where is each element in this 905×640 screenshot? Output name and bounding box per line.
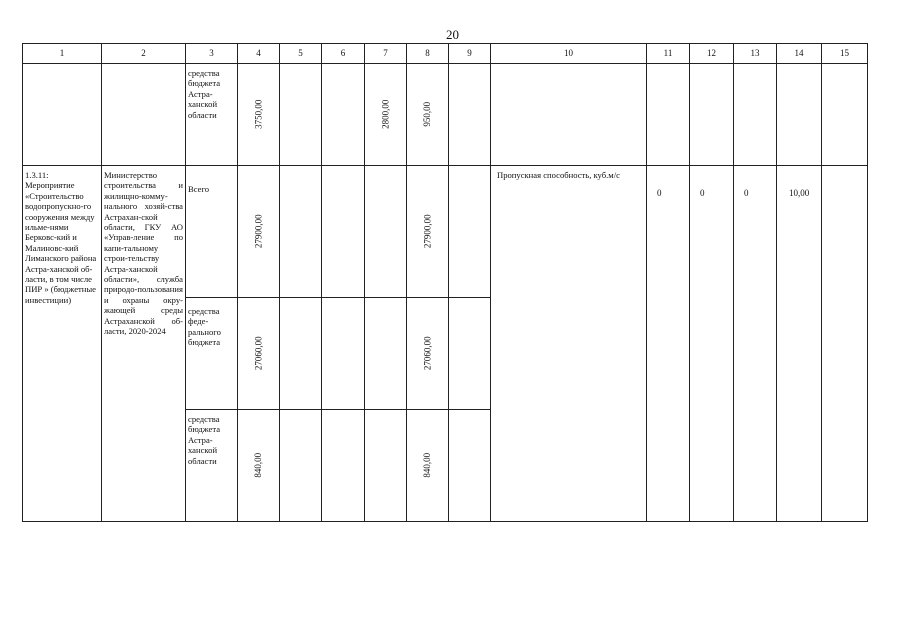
funding-source: средства бюджета Астра-ханской области bbox=[188, 68, 221, 120]
indicator-value-col14: 10,00 bbox=[789, 188, 810, 198]
funding-source: Всего bbox=[188, 184, 210, 194]
amount-col8: 27060,00 bbox=[422, 336, 433, 371]
amount-col4: 840,00 bbox=[253, 453, 264, 478]
header-cell: 9 bbox=[449, 44, 491, 64]
header-cell: 5 bbox=[280, 44, 322, 64]
header-cell: 13 bbox=[734, 44, 777, 64]
header-cell: 12 bbox=[690, 44, 734, 64]
item-row-total bbox=[23, 166, 868, 298]
header-cell: 7 bbox=[365, 44, 407, 64]
amount-col4: 27900,00 bbox=[253, 214, 264, 249]
header-cell: 4 bbox=[238, 44, 280, 64]
header-cell: 10 bbox=[491, 44, 647, 64]
header-cell: 11 bbox=[647, 44, 690, 64]
header-cell: 3 bbox=[186, 44, 238, 64]
header-cell: 6 bbox=[322, 44, 365, 64]
amount-col8: 27900,00 bbox=[422, 214, 433, 249]
amount-col8: 840,00 bbox=[422, 453, 433, 478]
funding-source: средства феде-рального бюджета bbox=[188, 306, 221, 348]
responsible-executor: Министерство строительства и жилищно-комму-нального хозяй-ства Астрахан-ской области, ГКУ АО «Управ-ление по капи-тальному строи-тельству Астра-ханской области», служба природо-пользования и охраны окру-жающей среды Астраханской об-ласти, 2020-2024 bbox=[104, 170, 183, 337]
indicator-value-col12: 0 bbox=[700, 188, 705, 198]
header-cell: 1 bbox=[23, 44, 102, 64]
amount-col4: 3750,00 bbox=[253, 99, 264, 130]
header-cell: 15 bbox=[822, 44, 868, 64]
indicator-value-col13: 0 bbox=[744, 188, 749, 198]
amount-col4: 27060,00 bbox=[253, 336, 264, 371]
amount-col8: 950,00 bbox=[422, 102, 433, 127]
amount-col7: 2800,00 bbox=[380, 99, 391, 130]
page-number: 20 bbox=[446, 27, 459, 42]
funding-source: средства бюджета Астра-ханской области bbox=[188, 414, 221, 466]
header-row bbox=[23, 44, 868, 64]
indicator-name: Пропускная способность, куб.м/с bbox=[497, 170, 620, 180]
activity-description: 1.3.11: Мероприятие «Строительство водопропускно-го сооружения между ильме-нями Берковс-кий и Малиновс-кий Лиманского района Астра-ханской об-ласти, в том числе ПИР » (бюджетные инвестиции) bbox=[25, 170, 97, 305]
indicator-value-col11: 0 bbox=[657, 188, 662, 198]
budget-table bbox=[22, 43, 868, 522]
header-cell: 2 bbox=[102, 44, 186, 64]
header-cell: 8 bbox=[407, 44, 449, 64]
carry-over-row bbox=[23, 64, 868, 166]
header-cell: 14 bbox=[777, 44, 822, 64]
